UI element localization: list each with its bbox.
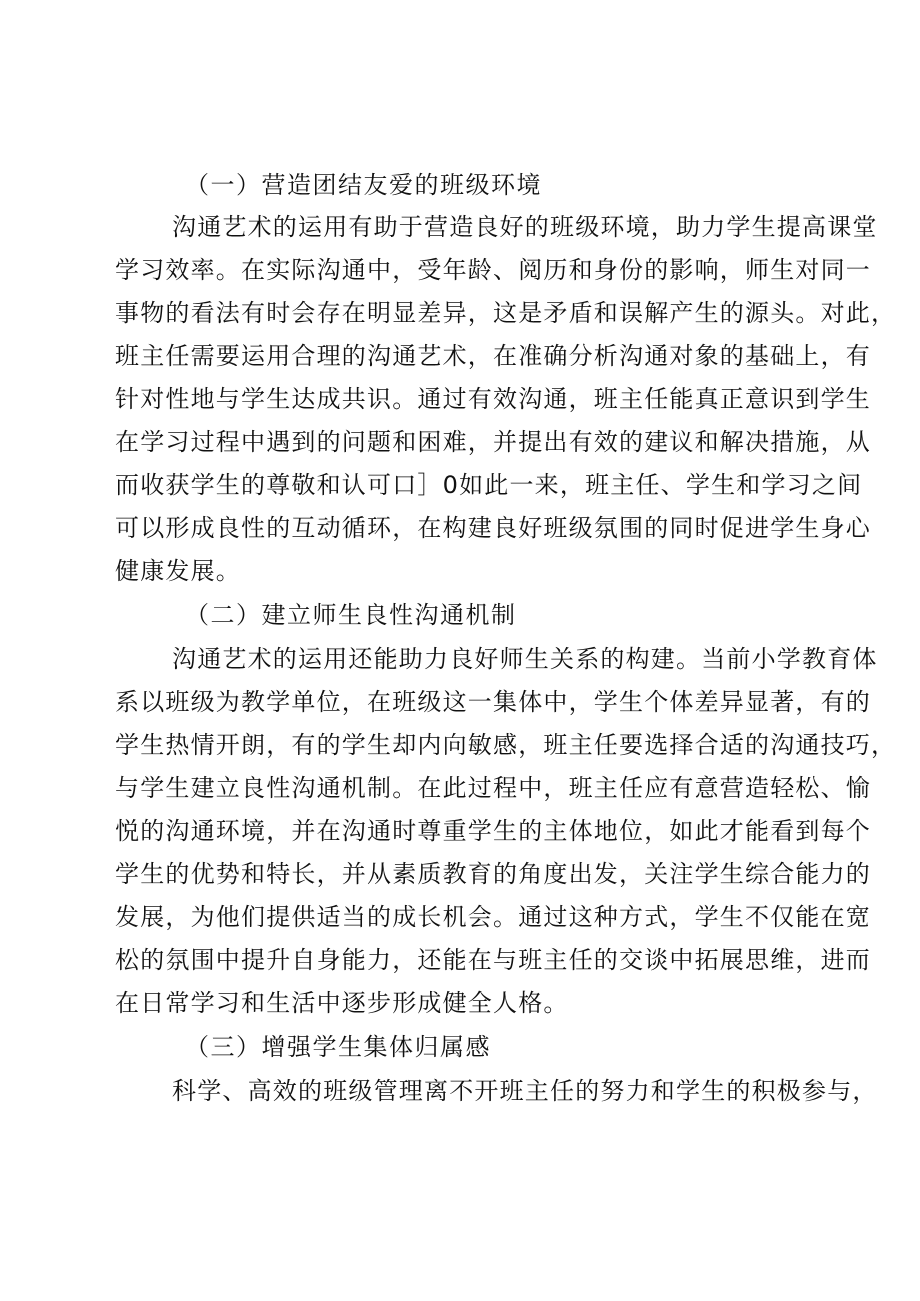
paragraph-line: 事物的看法有时会存在明显差异，这是矛盾和误解产生的源头。对此， <box>115 299 897 327</box>
paragraph-line: 学生热情开朗，有的学生却内向敏感，班主任要选择合适的沟通技巧， <box>115 731 897 759</box>
paragraph-line: 沟通艺术的运用还能助力良好师生关系的构建。当前小学教育体 <box>172 645 878 673</box>
paragraph-line: 沟通艺术的运用有助于营造良好的班级环境，助力学生提高课堂 <box>172 213 878 241</box>
paragraph-line: 发展，为他们提供适当的成长机会。通过这种方式，学生不仅能在宽 <box>115 903 871 931</box>
paragraph-line: 而收获学生的尊敬和认可口］0如此一来，班主任、学生和学习之间 <box>115 471 863 499</box>
paragraph-line: 学生的优势和特长，并从素质教育的角度出发，关注学生综合能力的 <box>115 860 871 888</box>
paragraph-line: 学习效率。在实际沟通中，受年龄、阅历和身份的影响，师生对同一 <box>115 256 871 284</box>
paragraph-line: 班主任需要运用合理的沟通艺术，在准确分析沟通对象的基础上，有 <box>115 342 871 370</box>
paragraph-line: 在学习过程中遇到的问题和困难，并提出有效的建议和解决措施，从 <box>115 428 871 456</box>
section-heading-1: （一）营造团结友爱的班级环境 <box>185 171 542 199</box>
section-heading-3: （三）增强学生集体归属感 <box>185 1033 491 1061</box>
paragraph-line: 针对性地与学生达成共识。通过有效沟通，班主任能真正意识到学生 <box>115 385 871 413</box>
paragraph-line: 健康发展。 <box>115 557 241 585</box>
paragraph-line: 松的氛围中提升自身能力，还能在与班主任的交谈中拓展思维，进而 <box>115 946 871 974</box>
paragraph-line: 与学生建立良性沟通机制。在此过程中，班主任应有意营造轻松、愉 <box>115 774 871 802</box>
paragraph-line: 在日常学习和生活中逐步形成健全人格。 <box>115 989 569 1017</box>
paragraph-line: 科学、高效的班级管理离不开班主任的努力和学生的积极参与， <box>172 1077 878 1105</box>
section-heading-2: （二）建立师生良性沟通机制 <box>185 601 517 629</box>
paragraph-line: 悦的沟通环境，并在沟通时尊重学生的主体地位，如此才能看到每个 <box>115 817 871 845</box>
paragraph-line: 系以班级为教学单位，在班级这一集体中，学生个体差异显著，有的 <box>115 688 871 716</box>
paragraph-line: 可以形成良性的互动循环，在构建良好班级氛围的同时促进学生身心 <box>115 514 871 542</box>
